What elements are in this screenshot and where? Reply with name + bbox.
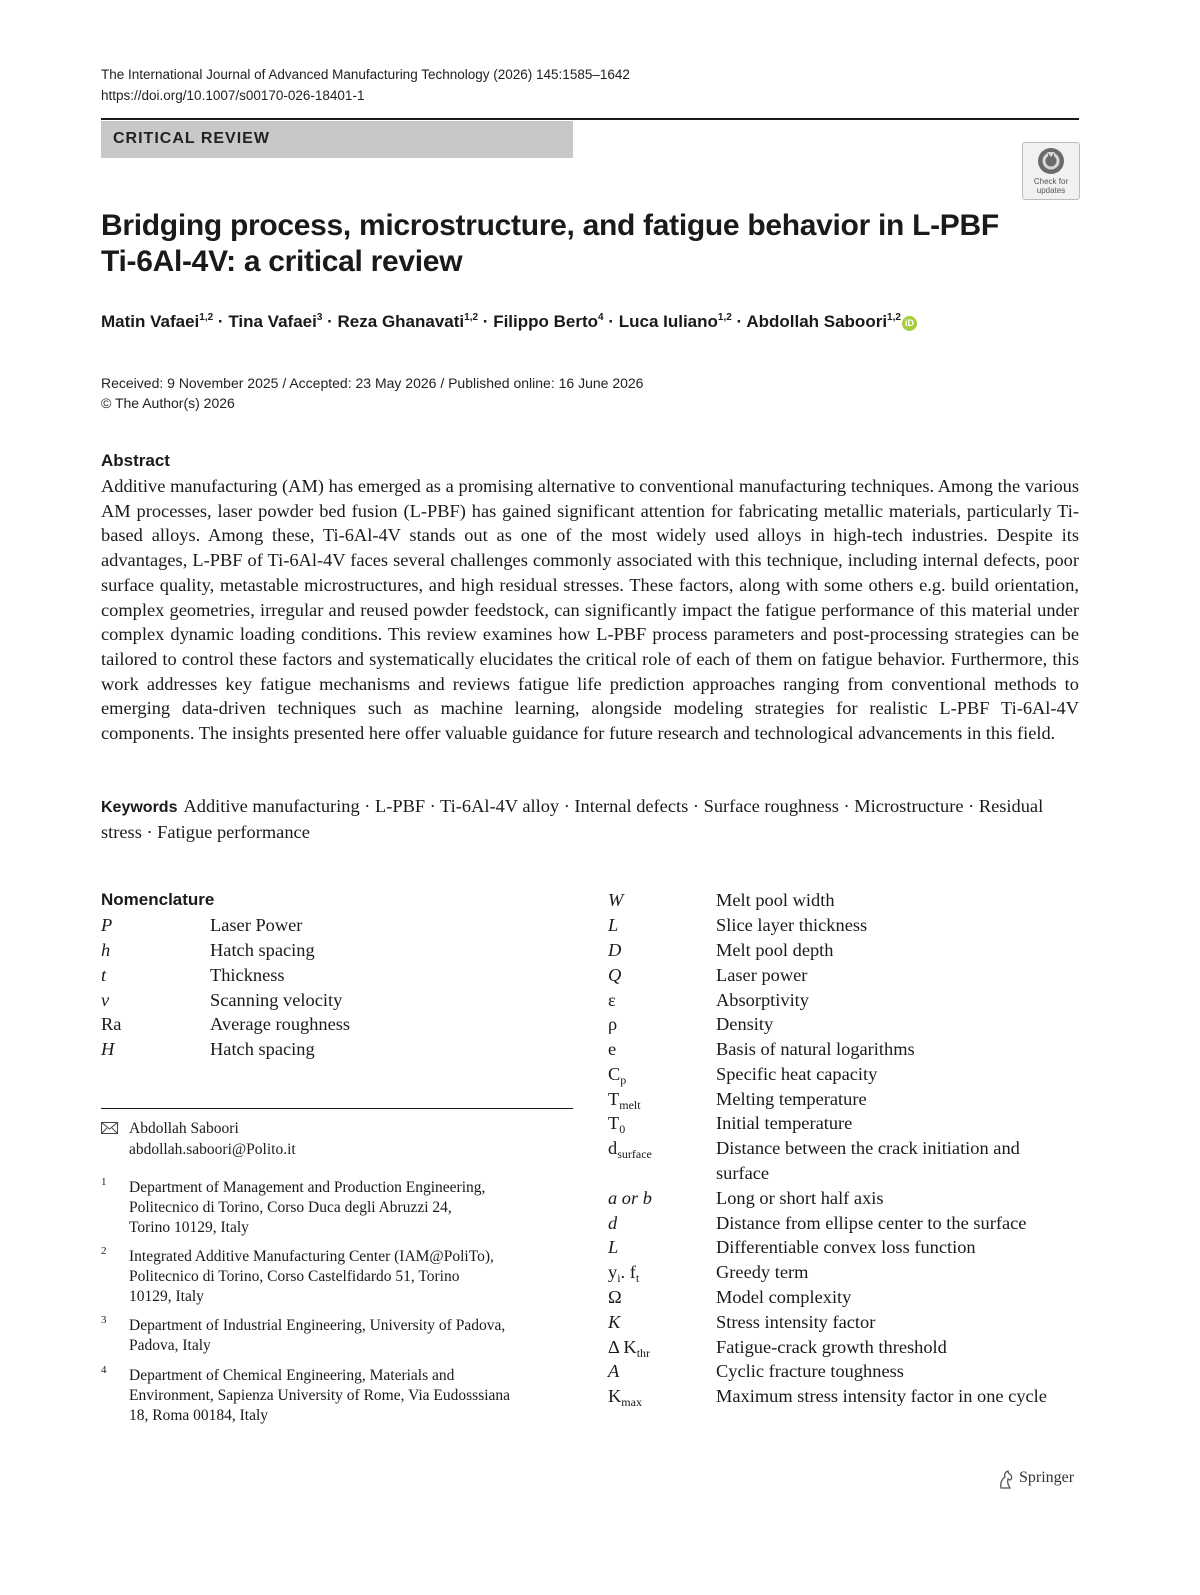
nomenclature-symbol: $K_{max}$: [608, 1386, 642, 1409]
nomenclature-desc: Average roughness: [210, 1014, 351, 1034]
nomenclature-symbol: A: [608, 1361, 620, 1381]
abstract-text: Additive manufacturing (AM) has emerged as a promising alternative to conventional manufacturing techniques. Among the various AM processes, laser powder bed fusion (L-PBF) has gained significant attention for fabricating metallic materials, particularly Ti-based alloys. Among these, Ti-6Al-4V stands out as one of the most widely used alloys in high-tech industries. Despite its advantages, L-PBF of Ti-6Al-4V faces several challenges commonly associated with this technique, including internal defects, poor surface quality, metastable microstructures, and high residual stresses. These factors, along with some others e.g. build orientation, complex geometries, irregular and reused powder feedstock, can significantly impact the fatigue performance of this material under complex dynamic loading conditions. This review examines how L-PBF process parameters and post-processing strategies can be tailored to control these factors and systematically elucidates the critical role of each of them on fatigue behavior. Furthermore, this work addresses key fatigue mechanisms and reviews fatigue life prediction approaches ranging from conventional methods to emerging data-driven techniques such as machine learning, alongside modeling strategies for realistic L-PBF Ti-6Al-4V components. The insights presented here offer valuable guidance for future research and technological advancements in this field.: [101, 476, 1079, 744]
affiliation-number: 2: [101, 1245, 107, 1257]
nomenclature-symbol: h: [101, 940, 111, 960]
nomenclature-symbol: ρ: [608, 1014, 618, 1034]
author-name[interactable]: Tina Vafaei: [228, 312, 317, 331]
check-updates-label: Check for updates: [1033, 177, 1069, 195]
author-name[interactable]: Matin Vafaei: [101, 312, 200, 331]
copyright-notice: © The Author(s) 2026: [101, 395, 235, 411]
corresponding-name: Abdollah Saboori: [129, 1120, 239, 1137]
author-separator: ·: [608, 312, 614, 331]
nomenclature-symbol: Δ $K_{thr}$: [608, 1337, 651, 1360]
nomenclature-symbol: P: [101, 915, 113, 935]
footnote-rule: [101, 1108, 573, 1109]
author-affiliation: 1,2: [717, 312, 732, 323]
author-list: [101, 312, 917, 332]
nomenclature-symbol: $T_0$: [608, 1113, 626, 1136]
publication-dates: [101, 373, 643, 413]
nomenclature-desc: Laser Power: [210, 915, 303, 935]
author-name[interactable]: Reza Ghanavati: [337, 312, 465, 331]
journal-header: [101, 64, 630, 106]
nomenclature-desc: Initial temperature: [716, 1113, 853, 1133]
nomenclature-desc: Melting temperature: [716, 1089, 867, 1109]
nomenclature-desc: Melt pool width: [716, 890, 835, 910]
nomenclature-symbol: L: [608, 1237, 619, 1257]
nomenclature-desc: Long or short half axis: [716, 1188, 884, 1208]
springer-horse-icon: [997, 1470, 1015, 1490]
author-affiliation: 3: [316, 312, 323, 323]
nomenclature-desc: Density: [716, 1014, 774, 1034]
nomenclature-desc: Distance between the crack initiation and: [716, 1138, 1020, 1158]
envelope-icon: [101, 1122, 118, 1134]
nomenclature-desc: Thickness: [210, 965, 285, 985]
nomenclature-symbol: v: [101, 990, 110, 1010]
article-type-banner: [101, 121, 573, 158]
keywords-list: Additive manufacturing · L-PBF · Ti-6Al-4V alloy · Internal defects · Surface roughness · Microstructure · Residual stress · Fatigue performance: [101, 796, 1044, 842]
abstract-heading: Abstract: [101, 451, 170, 470]
nomenclature-symbol: D: [608, 940, 622, 960]
article-type-label: CRITICAL REVIEW: [113, 130, 270, 147]
nomenclature-desc: Fatigue-crack growth threshold: [716, 1337, 947, 1357]
journal-citation: The International Journal of Advanced Manufacturing Technology (2026) 145:1585–1642: [101, 67, 630, 82]
affiliation-number: 4: [101, 1364, 107, 1376]
affiliation: Department of Chemical Engineering, Materials and Environment, Sapienza University of Rome, Via Eudosssiana 18, Roma 00184, Italy: [129, 1367, 511, 1424]
author-separator: ·: [482, 312, 489, 331]
nomenclature-symbol: Q: [608, 965, 622, 985]
nomenclature-symbol: t: [101, 965, 107, 985]
nomenclature-symbol: Ω: [608, 1287, 622, 1307]
nomenclature-symbol: a or b: [608, 1188, 652, 1208]
nomenclature-symbol: $d_{surface}$: [608, 1138, 652, 1161]
corresponding-author: [129, 1118, 296, 1160]
orcid-icon[interactable]: iD: [902, 316, 917, 331]
author-name[interactable]: Filippo Berto: [493, 312, 599, 331]
nomenclature-desc: Distance from ellipse center to the surface: [716, 1213, 1027, 1233]
keywords: [101, 794, 1079, 845]
keywords-label: Keywords: [101, 799, 178, 816]
nomenclature-symbol: H: [101, 1039, 115, 1059]
nomenclature-desc: Absorptivity: [716, 990, 809, 1010]
corresponding-email[interactable]: abdollah.saboori@Polito.it: [129, 1141, 296, 1158]
nomenclature-desc: Model complexity: [716, 1287, 852, 1307]
doi-link[interactable]: https://doi.org/10.1007/s00170-026-18401-1: [101, 88, 365, 103]
nomenclature-symbol: Ra: [101, 1014, 122, 1034]
author-separator: ·: [217, 312, 224, 331]
nomenclature-desc: Hatch spacing: [210, 1039, 315, 1059]
nomenclature-desc-continued: surface: [716, 1163, 770, 1183]
nomenclature-symbol: ε: [608, 990, 616, 1010]
nomenclature-symbol: K: [608, 1312, 621, 1332]
affiliation-number: 3: [101, 1314, 107, 1326]
check-for-updates-button[interactable]: [1022, 142, 1080, 200]
author-affiliation: 1,2: [464, 312, 479, 323]
author-affiliation: 1,2: [199, 312, 214, 323]
nomenclature-symbol: $y_i$. $f_t$: [608, 1262, 640, 1285]
author-name[interactable]: Luca Iuliano: [618, 312, 718, 331]
author-separator: ·: [736, 312, 743, 331]
nomenclature-desc: Stress intensity factor: [716, 1312, 876, 1332]
nomenclature-desc: Slice layer thickness: [716, 915, 868, 935]
publisher-name: Springer: [1019, 1469, 1075, 1486]
nomenclature-symbol: L: [608, 915, 619, 935]
nomenclature-desc: Maximum stress intensity factor in one cycle: [716, 1386, 1047, 1406]
nomenclature-symbol: $C_p$: [608, 1064, 627, 1087]
check-updates-icon: [1037, 147, 1065, 175]
nomenclature-symbol: e: [608, 1039, 617, 1059]
author-separator: ·: [327, 312, 333, 331]
history-dates: Received: 9 November 2025 / Accepted: 23 May 2026 / Published online: 16 June 2026: [101, 375, 644, 391]
nomenclature-heading: Nomenclature: [101, 890, 215, 909]
author-name[interactable]: Abdollah Saboori: [746, 312, 888, 331]
nomenclature-desc: Hatch spacing: [210, 940, 315, 960]
affiliation: Integrated Additive Manufacturing Center (IAM@PoliTo), Politecnico di Torino, Corso Castelfidardo 51, Torino 10129, Italy: [129, 1248, 494, 1305]
header-rule: [101, 118, 1079, 120]
nomenclature-desc: Laser power: [716, 965, 808, 985]
nomenclature-symbol: W: [608, 890, 624, 910]
article-title: Bridging process, microstructure, and fatigue behavior in L-PBF Ti-6Al-4V: a critical review: [101, 209, 999, 278]
nomenclature-desc: Cyclic fracture toughness: [716, 1361, 904, 1381]
author-affiliation: 1,2: [887, 312, 901, 323]
nomenclature-symbol: $T_{melt}$: [608, 1089, 641, 1112]
nomenclature-desc: Greedy term: [716, 1262, 809, 1282]
affiliation-number: 1: [101, 1176, 107, 1188]
nomenclature-desc: Basis of natural logarithms: [716, 1039, 915, 1059]
author-affiliation: 4: [598, 312, 604, 323]
affiliation: Department of Management and Production Engineering, Politecnico di Torino, Corso Duca degli Abruzzi 24, Torino 10129, Italy: [129, 1179, 486, 1236]
nomenclature-desc: Melt pool depth: [716, 940, 834, 960]
nomenclature-desc: Specific heat capacity: [716, 1064, 878, 1084]
affiliation: Department of Industrial Engineering, University of Padova, Padova, Italy: [129, 1317, 506, 1354]
nomenclature-desc: Scanning velocity: [210, 990, 343, 1010]
nomenclature-symbol: d: [608, 1213, 618, 1233]
nomenclature-desc: Differentiable convex loss function: [716, 1237, 976, 1257]
